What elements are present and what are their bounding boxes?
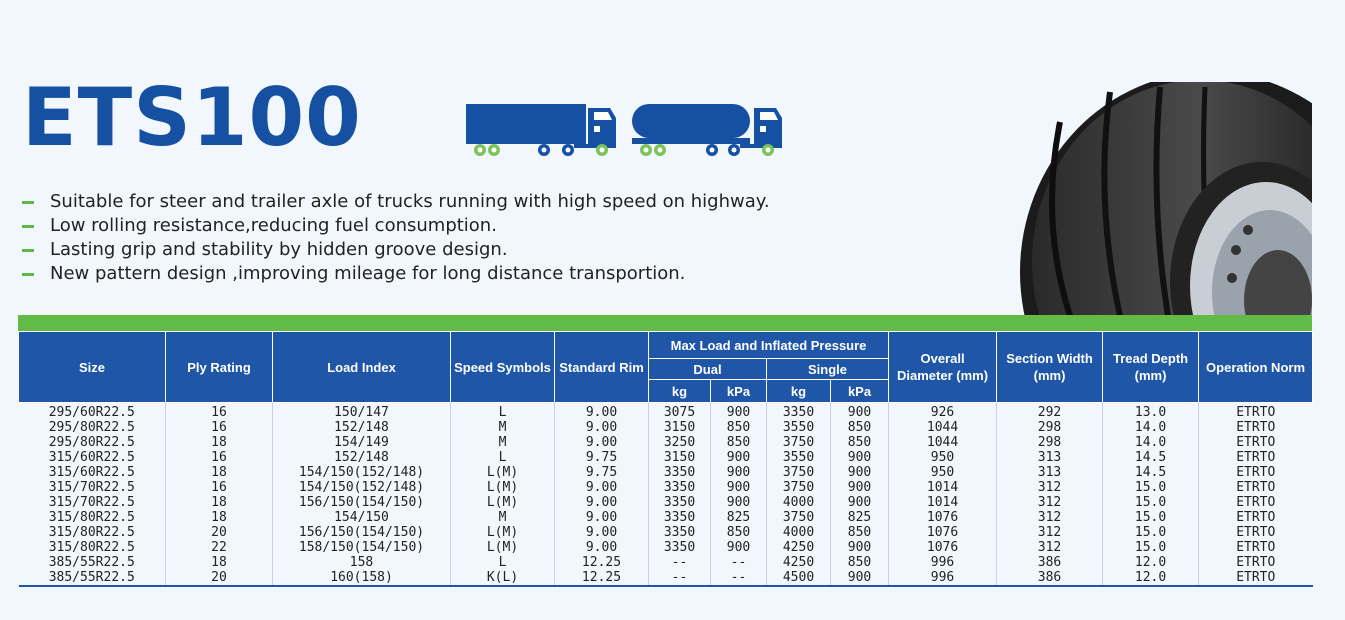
table-row <box>19 465 1313 480</box>
cell-single-kg: 4000 <box>767 525 831 540</box>
cell-speed-symbol: K(L) <box>451 570 555 586</box>
cell-dual-kpa: 850 <box>711 420 767 435</box>
cell-load-index: 150/147 <box>273 403 451 421</box>
cell-load-index: 154/150(152/148) <box>273 480 451 495</box>
feature-item: Lasting grip and stability by hidden groove design. <box>22 238 770 262</box>
cell-operation-norm: ETRTO <box>1199 555 1313 570</box>
cell-single-kpa: 850 <box>831 525 889 540</box>
cell-overall-diameter: 1076 <box>889 525 997 540</box>
cell-tread-depth: 15.0 <box>1103 510 1199 525</box>
cell-operation-norm: ETRTO <box>1199 480 1313 495</box>
cell-speed-symbol: L <box>451 450 555 465</box>
cell-single-kpa: 900 <box>831 540 889 555</box>
header-dual: Dual <box>649 359 767 380</box>
cell-tread-depth: 12.0 <box>1103 555 1199 570</box>
cell-size: 315/70R22.5 <box>48 480 135 495</box>
cell-single-kg: 4500 <box>767 570 831 586</box>
tanker-truck-icon <box>632 104 782 156</box>
cell-load-index: 152/148 <box>273 450 451 465</box>
cell-load-index: 158 <box>273 555 451 570</box>
cell-ply-rating: 20 <box>166 525 273 540</box>
cell-standard-rim: 9.00 <box>555 403 649 421</box>
header-single: Single <box>767 359 889 380</box>
cell-speed-symbol: M <box>451 435 555 450</box>
cell-dual-kg: 3350 <box>649 495 711 510</box>
cell-load-index: 154/149 <box>273 435 451 450</box>
cell-size: 315/80R22.5 <box>48 510 135 525</box>
page-title: ETS100 <box>22 71 362 164</box>
cell-dual-kpa: -- <box>711 570 767 586</box>
cell-speed-symbol: L(M) <box>451 480 555 495</box>
header-max-load: Max Load and Inflated Pressure <box>649 332 889 359</box>
cell-single-kpa: 850 <box>831 420 889 435</box>
box-truck-trailer-icon <box>466 104 616 156</box>
cell-single-kg: 3350 <box>767 403 831 421</box>
feature-item: Low rolling resistance,reducing fuel consumption. <box>22 214 770 238</box>
cell-load-index: 160(158) <box>273 570 451 586</box>
cell-dual-kg: 3075 <box>649 403 711 421</box>
cell-overall-diameter: 1076 <box>889 540 997 555</box>
cell-dual-kg: -- <box>649 555 711 570</box>
bullet-dash-icon <box>22 201 34 204</box>
cell-tread-depth: 14.0 <box>1103 435 1199 450</box>
header-section-width: Section Width (mm) <box>997 332 1103 403</box>
header-dual-kpa: kPa <box>711 380 767 403</box>
cell-load-index: 158/150(154/150) <box>273 540 451 555</box>
cell-dual-kg: 3350 <box>649 540 711 555</box>
cell-section-width: 313 <box>997 450 1103 465</box>
cell-section-width: 312 <box>997 495 1103 510</box>
cell-dual-kpa: 900 <box>711 540 767 555</box>
cell-operation-norm: ETRTO <box>1199 510 1313 525</box>
header-standard-rim: Standard Rim <box>555 332 649 403</box>
table-row <box>19 525 1313 540</box>
cell-overall-diameter: 950 <box>889 465 997 480</box>
cell-operation-norm: ETRTO <box>1199 435 1313 450</box>
cell-ply-rating: 16 <box>166 403 273 421</box>
feature-item: Suitable for steer and trailer axle of trucks running with high speed on highway. <box>22 190 770 214</box>
feature-item: New pattern design ,improving mileage for long distance transportion. <box>22 262 770 286</box>
header-speed-symbols: Speed Symbols <box>451 332 555 403</box>
cell-single-kpa: 850 <box>831 435 889 450</box>
cell-dual-kpa: 900 <box>711 495 767 510</box>
cell-single-kpa: 900 <box>831 570 889 586</box>
cell-ply-rating: 18 <box>166 435 273 450</box>
cell-dual-kg: 3250 <box>649 435 711 450</box>
cell-ply-rating: 22 <box>166 540 273 555</box>
cell-dual-kg: 3350 <box>649 465 711 480</box>
cell-tread-depth: 12.0 <box>1103 570 1199 586</box>
cell-standard-rim: 9.75 <box>555 450 649 465</box>
cell-standard-rim: 9.00 <box>555 480 649 495</box>
cell-size: 295/60R22.5 <box>48 405 135 420</box>
cell-overall-diameter: 996 <box>889 555 997 570</box>
cell-tread-depth: 13.0 <box>1103 403 1199 421</box>
cell-operation-norm: ETRTO <box>1199 420 1313 435</box>
spec-table-header <box>19 332 1313 403</box>
cell-load-index: 156/150(154/150) <box>273 495 451 510</box>
table-row <box>19 403 1313 421</box>
cell-dual-kg: 3350 <box>649 525 711 540</box>
cell-single-kpa: 900 <box>831 495 889 510</box>
cell-single-kpa: 825 <box>831 510 889 525</box>
cell-single-kpa: 850 <box>831 555 889 570</box>
header-size: Size <box>19 332 166 403</box>
cell-operation-norm: ETRTO <box>1199 525 1313 540</box>
cell-section-width: 292 <box>997 403 1103 421</box>
cell-tread-depth: 14.0 <box>1103 420 1199 435</box>
cell-operation-norm: ETRTO <box>1199 450 1313 465</box>
cell-dual-kpa: 825 <box>711 510 767 525</box>
cell-single-kg: 3750 <box>767 465 831 480</box>
cell-speed-symbol: L(M) <box>451 495 555 510</box>
cell-single-kg: 4250 <box>767 540 831 555</box>
cell-dual-kpa: -- <box>711 555 767 570</box>
cell-ply-rating: 16 <box>166 420 273 435</box>
bullet-dash-icon <box>22 249 34 252</box>
cell-standard-rim: 9.75 <box>555 465 649 480</box>
header-single-kg: kg <box>767 380 831 403</box>
cell-operation-norm: ETRTO <box>1199 465 1313 480</box>
cell-dual-kg: 3350 <box>649 480 711 495</box>
cell-section-width: 313 <box>997 465 1103 480</box>
table-row <box>19 540 1313 555</box>
cell-standard-rim: 9.00 <box>555 525 649 540</box>
header-ply-rating: Ply Rating <box>166 332 273 403</box>
cell-dual-kg: 3350 <box>649 510 711 525</box>
cell-single-kg: 3750 <box>767 435 831 450</box>
cell-single-kpa: 900 <box>831 480 889 495</box>
bullet-dash-icon <box>22 225 34 228</box>
cell-standard-rim: 9.00 <box>555 420 649 435</box>
table-row <box>19 420 1313 435</box>
cell-section-width: 386 <box>997 555 1103 570</box>
cell-operation-norm: ETRTO <box>1199 540 1313 555</box>
cell-operation-norm: ETRTO <box>1199 495 1313 510</box>
cell-ply-rating: 18 <box>166 555 273 570</box>
cell-section-width: 312 <box>997 480 1103 495</box>
cell-speed-symbol: M <box>451 510 555 525</box>
cell-ply-rating: 20 <box>166 570 273 586</box>
header-load-index: Load Index <box>273 332 451 403</box>
cell-size: 315/60R22.5 <box>48 465 135 480</box>
table-row <box>19 435 1313 450</box>
cell-speed-symbol: L <box>451 555 555 570</box>
cell-overall-diameter: 996 <box>889 570 997 586</box>
cell-tread-depth: 14.5 <box>1103 450 1199 465</box>
table-row <box>19 510 1313 525</box>
cell-overall-diameter: 1076 <box>889 510 997 525</box>
cell-ply-rating: 16 <box>166 450 273 465</box>
cell-ply-rating: 18 <box>166 495 273 510</box>
cell-speed-symbol: L(M) <box>451 465 555 480</box>
cell-ply-rating: 18 <box>166 465 273 480</box>
table-row <box>19 555 1313 570</box>
cell-section-width: 298 <box>997 435 1103 450</box>
cell-single-kpa: 900 <box>831 450 889 465</box>
cell-speed-symbol: L(M) <box>451 525 555 540</box>
vehicle-icons <box>464 98 784 164</box>
cell-single-kg: 3550 <box>767 420 831 435</box>
cell-section-width: 312 <box>997 525 1103 540</box>
cell-ply-rating: 18 <box>166 510 273 525</box>
cell-overall-diameter: 1044 <box>889 435 997 450</box>
cell-overall-diameter: 950 <box>889 450 997 465</box>
cell-section-width: 312 <box>997 510 1103 525</box>
cell-section-width: 312 <box>997 540 1103 555</box>
cell-dual-kpa: 900 <box>711 480 767 495</box>
header-operation-norm: Operation Norm <box>1199 332 1313 403</box>
cell-size: 315/70R22.5 <box>48 495 135 510</box>
cell-size: 315/60R22.5 <box>48 450 135 465</box>
cell-standard-rim: 12.25 <box>555 555 649 570</box>
cell-operation-norm: ETRTO <box>1199 403 1313 421</box>
cell-tread-depth: 14.5 <box>1103 465 1199 480</box>
cell-tread-depth: 15.0 <box>1103 495 1199 510</box>
cell-dual-kg: 3150 <box>649 450 711 465</box>
cell-load-index: 156/150(154/150) <box>273 525 451 540</box>
cell-section-width: 298 <box>997 420 1103 435</box>
table-row <box>19 570 1313 586</box>
cell-size: 385/55R22.5 <box>48 555 135 570</box>
feature-list <box>22 190 770 286</box>
cell-tread-depth: 15.0 <box>1103 480 1199 495</box>
green-divider-bar <box>18 315 1312 331</box>
cell-single-kg: 4250 <box>767 555 831 570</box>
cell-overall-diameter: 926 <box>889 403 997 421</box>
cell-dual-kpa: 900 <box>711 403 767 421</box>
cell-section-width: 386 <box>997 570 1103 586</box>
cell-dual-kpa: 900 <box>711 465 767 480</box>
cell-size: 295/80R22.5 <box>48 420 135 435</box>
cell-ply-rating: 16 <box>166 480 273 495</box>
cell-size: 295/80R22.5 <box>48 435 135 450</box>
cell-single-kg: 3550 <box>767 450 831 465</box>
cell-operation-norm: ETRTO <box>1199 570 1313 586</box>
cell-size: 385/55R22.5 <box>19 570 166 586</box>
cell-tread-depth: 15.0 <box>1103 540 1199 555</box>
cell-standard-rim: 9.00 <box>555 435 649 450</box>
header-single-kpa: kPa <box>831 380 889 403</box>
cell-single-kg: 3750 <box>767 480 831 495</box>
cell-standard-rim: 9.00 <box>555 510 649 525</box>
cell-standard-rim: 12.25 <box>555 570 649 586</box>
cell-size: 315/80R22.5 <box>48 540 135 555</box>
cell-standard-rim: 9.00 <box>555 540 649 555</box>
cell-dual-kg: 3150 <box>649 420 711 435</box>
cell-single-kpa: 900 <box>831 465 889 480</box>
cell-overall-diameter: 1014 <box>889 495 997 510</box>
cell-dual-kpa: 850 <box>711 435 767 450</box>
tire-image <box>1000 82 1312 320</box>
cell-load-index: 152/148 <box>273 420 451 435</box>
cell-speed-symbol: L(M) <box>451 540 555 555</box>
header-dual-kg: kg <box>649 380 711 403</box>
cell-single-kg: 4000 <box>767 495 831 510</box>
bullet-dash-icon <box>22 273 34 276</box>
spec-table-body <box>19 403 1313 587</box>
cell-dual-kg: -- <box>649 570 711 586</box>
header-overall-diameter: Overall Diameter (mm) <box>889 332 997 403</box>
cell-single-kpa: 900 <box>831 403 889 421</box>
spec-table <box>18 331 1313 587</box>
cell-dual-kpa: 850 <box>711 525 767 540</box>
cell-overall-diameter: 1044 <box>889 420 997 435</box>
cell-load-index: 154/150 <box>273 510 451 525</box>
table-row <box>19 450 1313 465</box>
cell-load-index: 154/150(152/148) <box>273 465 451 480</box>
cell-size: 315/80R22.5 <box>48 525 135 540</box>
header-tread-depth: Tread Depth (mm) <box>1103 332 1199 403</box>
cell-overall-diameter: 1014 <box>889 480 997 495</box>
cell-tread-depth: 15.0 <box>1103 525 1199 540</box>
cell-speed-symbol: L <box>451 403 555 421</box>
cell-standard-rim: 9.00 <box>555 495 649 510</box>
cell-single-kg: 3750 <box>767 510 831 525</box>
cell-speed-symbol: M <box>451 420 555 435</box>
table-row <box>19 480 1313 495</box>
cell-dual-kpa: 900 <box>711 450 767 465</box>
table-row <box>19 495 1313 510</box>
